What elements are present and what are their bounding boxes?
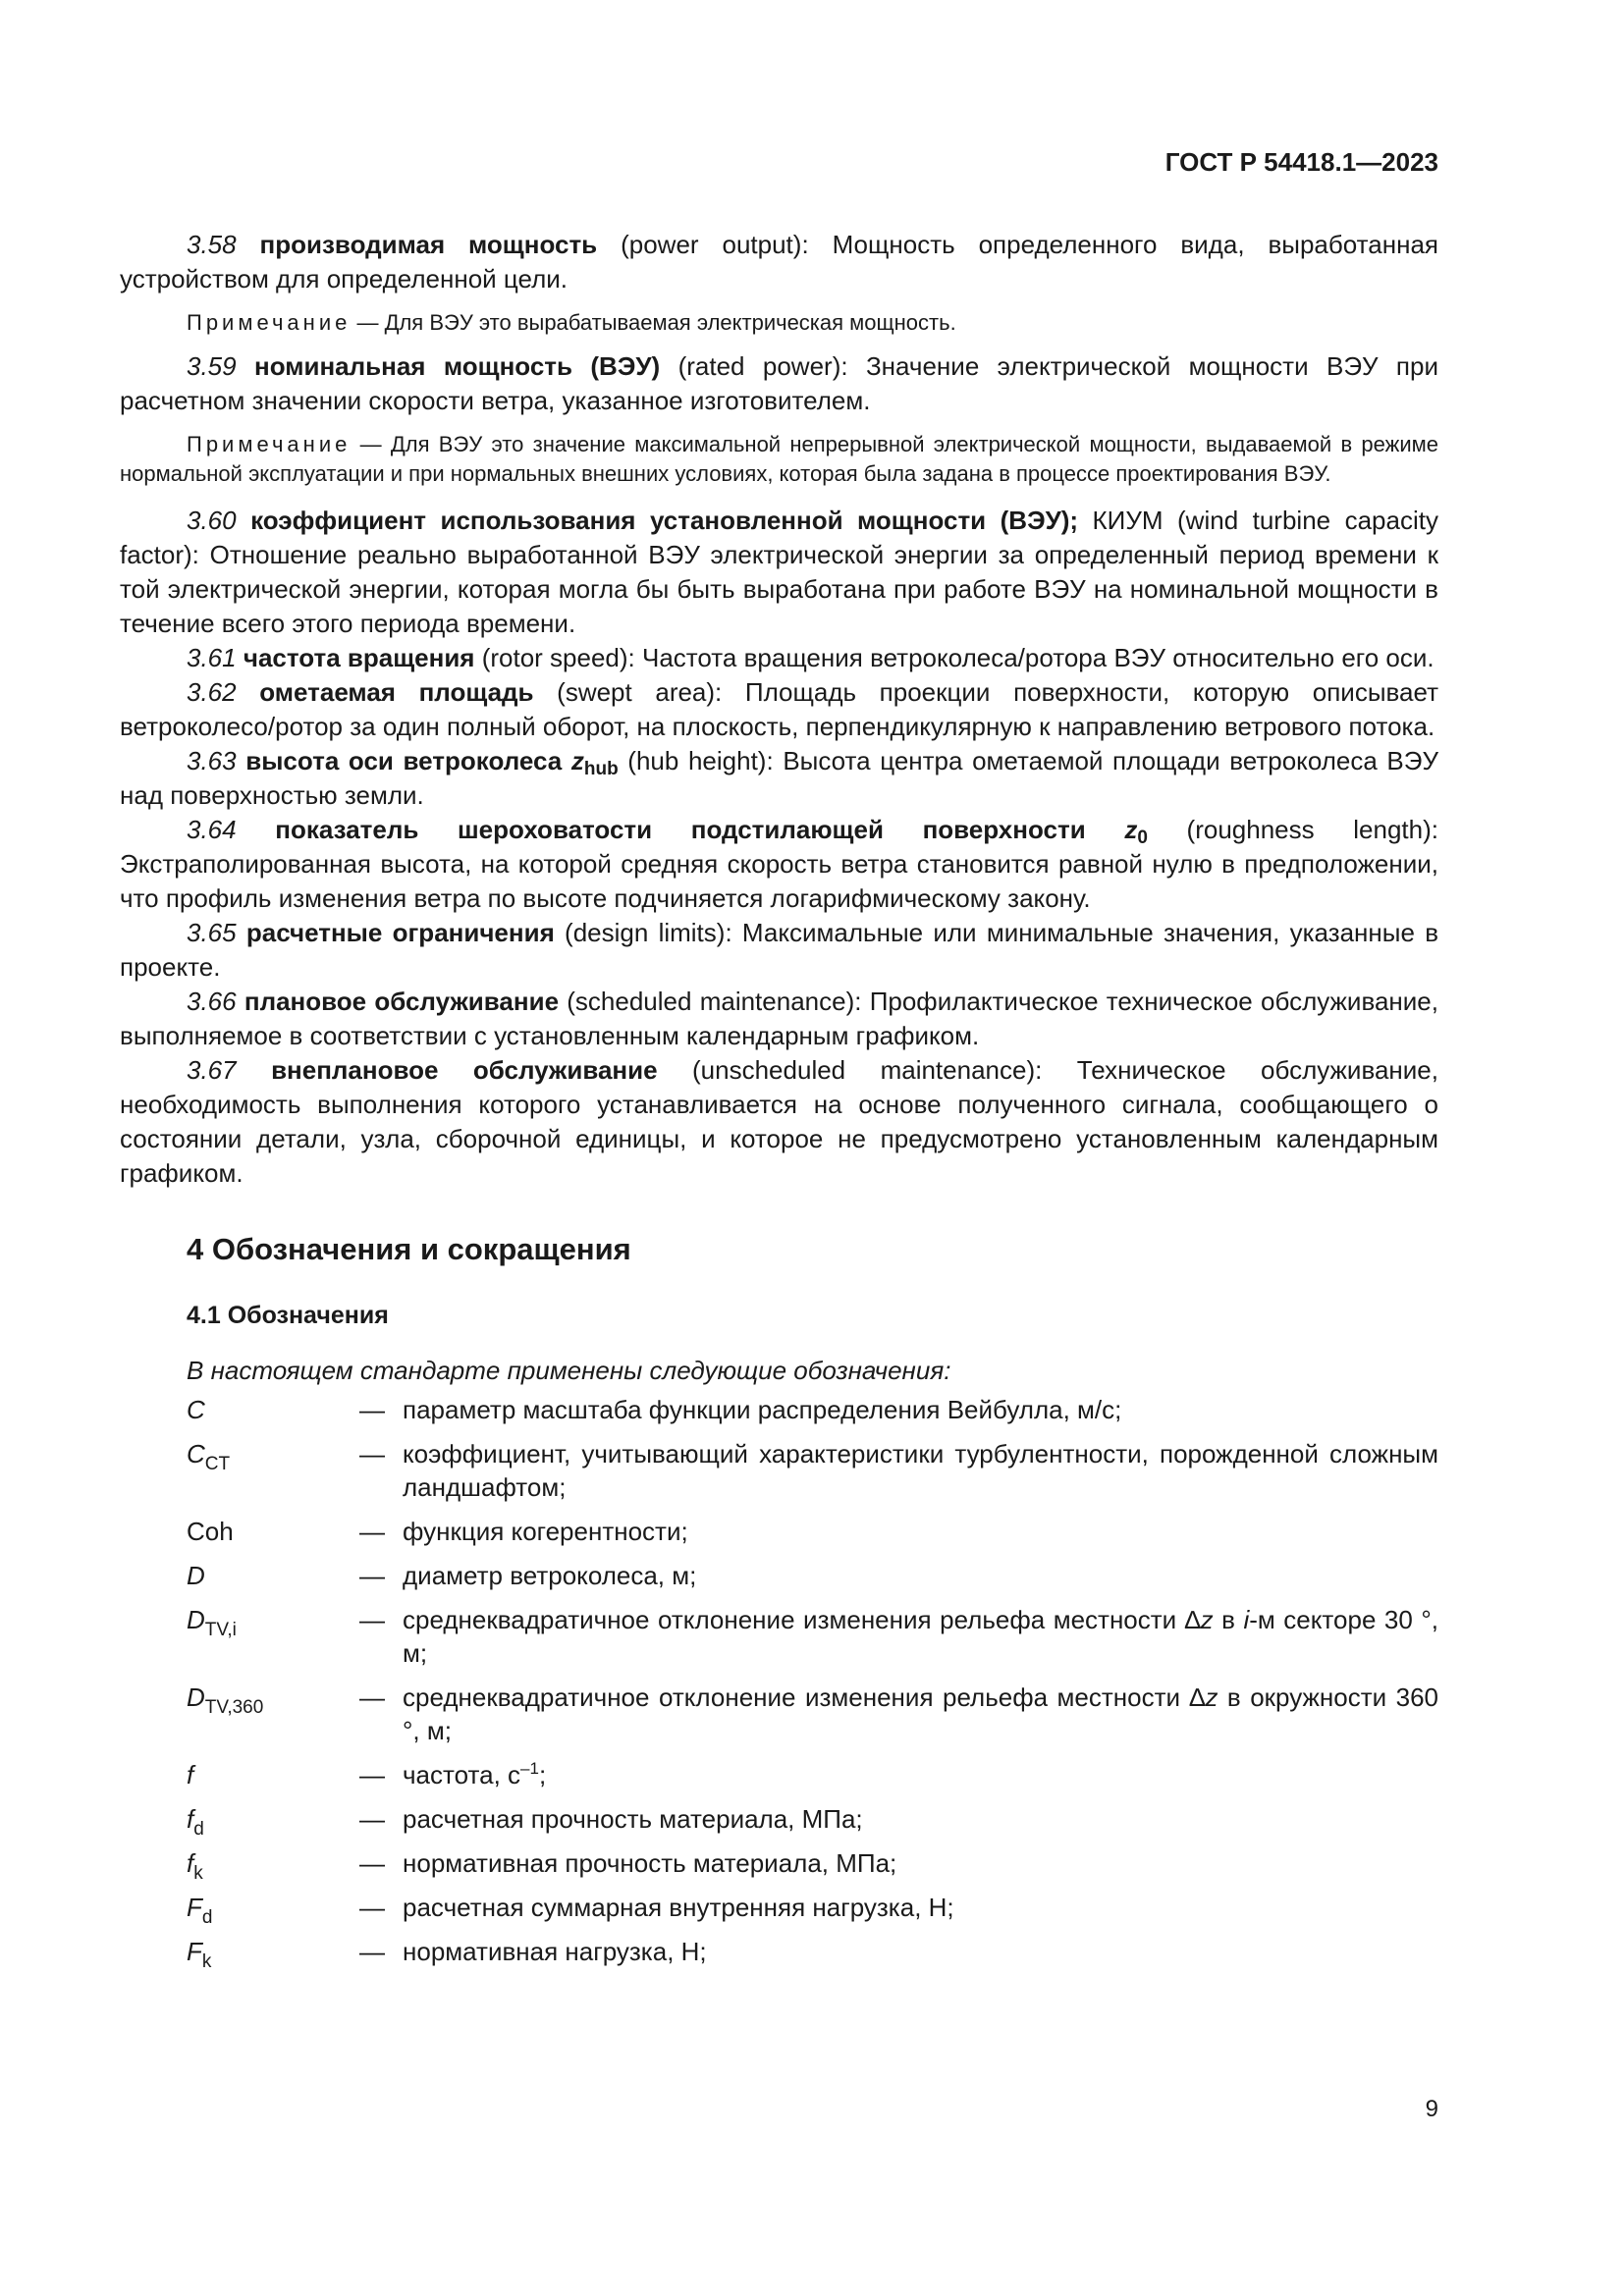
symbol: C <box>187 1395 205 1424</box>
note-3-59 <box>120 430 1438 489</box>
dash: — <box>359 1682 385 1712</box>
term-name: номинальная мощность (ВЭУ) <box>254 351 661 381</box>
symbol-description: частота, $с^{-1}$; <box>403 1759 547 1789</box>
dash: — <box>359 1605 385 1634</box>
symbol-description: среднеквадратичное отклонение изменения рельефа местности ∆z в i-м секторе 30 °, м; <box>403 1605 1438 1668</box>
symbol-row-c-ct <box>187 1437 1438 1504</box>
symbol-row-f-d <box>187 1802 1438 1840</box>
note-label: Примечание <box>187 432 352 456</box>
subsection-4-1-heading: 4.1 Обозначения <box>187 1302 389 1329</box>
term-3-67 <box>120 1053 1438 1191</box>
symbol-row-c <box>187 1393 1438 1426</box>
dash: — <box>359 1937 385 1966</box>
term-number: 3.63 <box>187 746 237 775</box>
term-3-59 <box>120 349 1438 418</box>
dash: — <box>359 1893 385 1922</box>
symbol-row-d-tv-360 <box>187 1681 1438 1747</box>
term-3-65 <box>120 916 1438 985</box>
section-4-heading: 4 Обозначения и сокращения <box>187 1232 631 1266</box>
dash: — <box>359 1561 385 1590</box>
term-name: расчетные ограничения <box>245 918 555 947</box>
symbols-intro: В настоящем стандарте применены следующие обозначения: <box>187 1356 951 1385</box>
standard-code: ГОСТ Р 54418.1—2023 <box>1164 147 1438 177</box>
dash: — <box>359 1804 385 1834</box>
symbol: f <box>187 1760 194 1789</box>
note-text: — Для ВЭУ это вырабатываемая электрическая мощность. <box>351 310 956 335</box>
term-name: высота оси ветроколеса <box>245 746 563 775</box>
term-3-63 <box>120 744 1438 813</box>
term-name: частота вращения <box>243 643 475 672</box>
symbols-list <box>187 1393 1438 1972</box>
dash: — <box>359 1848 385 1878</box>
term-name: производимая мощность <box>259 230 598 259</box>
term-definition: (roughness length): Экстраполированная высота, на которой средняя скорость ветра становится равной нулю в предположении, что профиль изменения ветра по высоте подчиняется логарифмическому закону. <box>120 815 1438 913</box>
dash: — <box>359 1395 385 1424</box>
term-3-62 <box>120 675 1438 744</box>
term-definition: (design limits): Максимальные или минимальные значения, указанные в проекте. <box>120 918 1439 982</box>
term-number: 3.59 <box>187 351 237 381</box>
term-definition: (scheduled maintenance): Профилактическое техническое обслуживание, выполняемое в соответствии с установленным календарным графиком. <box>120 987 1438 1050</box>
symbol: D <box>187 1561 205 1590</box>
symbol: $F_k$ <box>187 1937 212 1972</box>
symbol: $F_d$ <box>187 1893 213 1928</box>
term-definition: (swept area): Площадь проекции поверхности, которую описывает ветроколесо/ротор за один полный оборот, на плоскость, перпендикулярную к направлению ветрового потока. <box>120 677 1438 741</box>
symbol-description: функция когерентности; <box>403 1517 688 1546</box>
page-body <box>120 228 1438 1979</box>
symbol-description: нормативная нагрузка, Н; <box>403 1937 707 1966</box>
term-definition: КИУМ (wind turbine capacity factor): Отношение реально выработанной ВЭУ электрической энергии за определенный период времени к той электрической энергии, которая могла бы быть выработана при работе ВЭУ на номинальной мощности в течение всего этого периода времени. <box>120 506 1438 638</box>
symbol-row-f-k <box>187 1846 1438 1884</box>
note-text: — Для ВЭУ это значение максимальной непрерывной электрической мощности, выдаваемой в режиме нормальной эксплуатации и при нормальных внешних условиях, которая была задана в процессе проектирования ВЭУ. <box>120 432 1438 486</box>
symbol-description: коэффициент, учитывающий характеристики турбулентности, порожденной сложным ландшафтом; <box>403 1439 1438 1502</box>
term-name: показатель шероховатости подстилающей поверхности <box>275 815 1086 844</box>
symbol-description: диаметр ветроколеса, м; <box>403 1561 697 1590</box>
symbol: $D_{TV,360}$ <box>187 1682 264 1718</box>
symbol: $f_k$ <box>187 1848 203 1884</box>
term-number: 3.66 <box>187 987 237 1016</box>
symbol-description: среднеквадратичное отклонение изменения рельефа местности ∆z в окружности 360 °, м; <box>403 1682 1438 1745</box>
symbol: $f_d$ <box>187 1804 204 1840</box>
term-definition: (hub height): Высота центра ометаемой площади ветроколеса ВЭУ над поверхностью земли. <box>120 746 1438 810</box>
symbol-row-f <box>187 1758 1438 1791</box>
term-name: внеплановое обслуживание <box>271 1055 658 1085</box>
term-number: 3.61 <box>187 643 237 672</box>
symbol-description: параметр масштаба функции распределения Вейбулла, м/с; <box>403 1395 1122 1424</box>
symbol-row-d-tv-i <box>187 1603 1438 1670</box>
term-number: 3.64 <box>187 815 237 844</box>
symbol-row-cap-f-d <box>187 1891 1438 1928</box>
term-definition: (power output): Мощность определенного вида, выработанная устройством для определенной цели. <box>120 230 1438 294</box>
term-3-61 <box>120 641 1438 675</box>
symbol-row-coh <box>187 1515 1438 1548</box>
term-name: ометаемая площадь <box>259 677 534 707</box>
symbol-description: расчетная прочность материала, МПа; <box>403 1804 863 1834</box>
term-number: 3.67 <box>187 1055 237 1085</box>
dash: — <box>359 1439 385 1468</box>
term-symbol: $z_0$ <box>1124 815 1148 848</box>
symbol: Coh <box>187 1517 234 1546</box>
term-number: 3.62 <box>187 677 237 707</box>
term-definition: (rotor speed): Частота вращения ветроколеса/ротора ВЭУ относительно его оси. <box>474 643 1435 672</box>
term-number: 3.65 <box>187 918 237 947</box>
term-3-58 <box>120 228 1438 296</box>
symbol-row-cap-f-k <box>187 1935 1438 1972</box>
term-name: коэффициент использования установленной мощности (ВЭУ); <box>250 506 1079 535</box>
term-number: 3.60 <box>187 506 237 535</box>
note-label: Примечание <box>187 310 352 335</box>
symbol-description: расчетная суммарная внутренняя нагрузка, Н; <box>403 1893 954 1922</box>
symbol: $C_{CT}$ <box>187 1439 231 1474</box>
page-number: 9 <box>1425 2096 1438 2122</box>
term-number: 3.58 <box>187 230 237 259</box>
term-definition: (rated power): Значение электрической мощности ВЭУ при расчетном значении скорости ветра, указанное изготовителем. <box>120 351 1438 415</box>
term-name: плановое обслуживание <box>244 987 560 1016</box>
dash: — <box>359 1517 385 1546</box>
symbol-row-d <box>187 1559 1438 1592</box>
term-symbol: $z_{hub}$ <box>570 746 619 779</box>
symbol: $D_{TV,i}$ <box>187 1605 237 1640</box>
term-definition: (unscheduled maintenance): Техническое обслуживание, необходимость выполнения которого устанавливается на основе полученного сигнала, сообщающего о состоянии детали, узла, сборочной единицы, и которое не предусмотрено установленным календарным графиком. <box>120 1055 1438 1188</box>
term-3-60 <box>120 504 1438 641</box>
symbol-description: нормативная прочность материала, МПа; <box>403 1848 897 1878</box>
dash: — <box>359 1760 385 1789</box>
term-3-64 <box>120 813 1438 916</box>
term-3-66 <box>120 985 1438 1053</box>
note-3-58 <box>120 308 1438 338</box>
